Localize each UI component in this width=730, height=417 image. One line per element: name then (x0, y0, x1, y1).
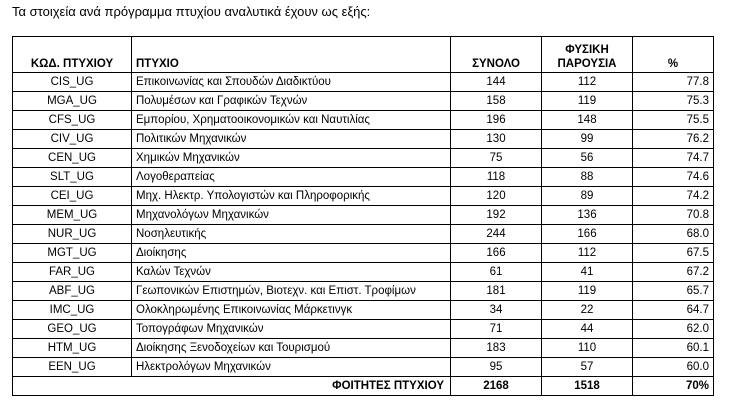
table-row (13, 168, 714, 187)
cell-attendance: 57 (542, 358, 633, 377)
table-row (13, 339, 714, 358)
table-row (13, 130, 714, 149)
cell-total: 34 (451, 301, 542, 320)
cell-total: 144 (451, 73, 542, 92)
cell-attendance: 44 (542, 320, 633, 339)
cell-percent: 74.2 (633, 187, 714, 206)
table-row (13, 206, 714, 225)
cell-code: SLT_UG (13, 168, 132, 187)
cell-degree: Πολυμέσων και Γραφικών Τεχνών (132, 92, 451, 111)
cell-attendance: 110 (542, 339, 633, 358)
cell-percent: 62.0 (633, 320, 714, 339)
table-row (13, 225, 714, 244)
cell-percent: 75.5 (633, 111, 714, 130)
cell-code: ABF_UG (13, 282, 132, 301)
cell-percent: 76.2 (633, 130, 714, 149)
cell-degree: Πολιτικών Μηχανικών (132, 130, 451, 149)
cell-code: CEI_UG (13, 187, 132, 206)
cell-percent: 67.5 (633, 244, 714, 263)
cell-code: CFS_UG (13, 111, 132, 130)
table-row (13, 263, 714, 282)
degree-attendance-table (12, 36, 714, 396)
cell-percent: 65.7 (633, 282, 714, 301)
cell-degree: Καλών Τεχνών (132, 263, 451, 282)
cell-percent: 74.6 (633, 168, 714, 187)
cell-degree: Μηχ. Ηλεκτρ. Υπολογιστών και Πληροφορικής (132, 187, 451, 206)
cell-attendance: 41 (542, 263, 633, 282)
cell-total: 181 (451, 282, 542, 301)
cell-percent: 67.2 (633, 263, 714, 282)
cell-total: 95 (451, 358, 542, 377)
totals-row (13, 377, 714, 396)
cell-attendance: 56 (542, 149, 633, 168)
totals-label: ΦΟΙΤΗΤΕΣ ΠΤΥΧΙΟΥ (13, 377, 451, 396)
totals-attendance: 1518 (542, 377, 633, 396)
cell-attendance: 119 (542, 282, 633, 301)
cell-total: 120 (451, 187, 542, 206)
cell-code: GEO_UG (13, 320, 132, 339)
cell-total: 166 (451, 244, 542, 263)
header-percent: % (633, 37, 714, 73)
cell-total: 244 (451, 225, 542, 244)
totals-percent: 70% (633, 377, 714, 396)
table-row (13, 282, 714, 301)
cell-total: 192 (451, 206, 542, 225)
header-code: ΚΩΔ. ΠΤΥΧΙΟΥ (13, 37, 132, 73)
cell-degree: Εμπορίου, Χρηματοοικονομικών και Ναυτιλίας (132, 111, 451, 130)
cell-degree: Χημικών Μηχανικών (132, 149, 451, 168)
intro-text: Τα στοιχεία ανά πρόγραμμα πτυχίου αναλυτικά έχουν ως εξής: (12, 4, 371, 19)
cell-attendance: 112 (542, 244, 633, 263)
cell-attendance: 119 (542, 92, 633, 111)
table-header-row (13, 37, 714, 73)
cell-total: 71 (451, 320, 542, 339)
cell-code: MGT_UG (13, 244, 132, 263)
cell-code: HTM_UG (13, 339, 132, 358)
table-row (13, 111, 714, 130)
cell-code: CEN_UG (13, 149, 132, 168)
cell-code: MGA_UG (13, 92, 132, 111)
table-row (13, 244, 714, 263)
table-row (13, 149, 714, 168)
header-degree: ΠΤΥΧΙΟ (132, 37, 451, 73)
cell-code: CIS_UG (13, 73, 132, 92)
totals-total: 2168 (451, 377, 542, 396)
cell-percent: 60.1 (633, 339, 714, 358)
cell-percent: 64.7 (633, 301, 714, 320)
cell-total: 75 (451, 149, 542, 168)
header-attendance: ΦΥΣΙΚΗ ΠΑΡΟΥΣΙΑ (542, 37, 633, 73)
cell-degree: Διοίκησης Ξενοδοχείων και Τουρισμού (132, 339, 451, 358)
table-row (13, 320, 714, 339)
cell-code: EEN_UG (13, 358, 132, 377)
cell-code: NUR_UG (13, 225, 132, 244)
table-row (13, 301, 714, 320)
cell-code: FAR_UG (13, 263, 132, 282)
cell-percent: 77.8 (633, 73, 714, 92)
table-row (13, 358, 714, 377)
cell-degree: Νοσηλευτικής (132, 225, 451, 244)
cell-percent: 68.0 (633, 225, 714, 244)
cell-total: 61 (451, 263, 542, 282)
cell-degree: Γεωπονικών Επιστημών, Βιοτεχν. και Επιστ. Τροφίμων (132, 282, 451, 301)
cell-degree: Επικοινωνίας και Σπουδών Διαδικτύου (132, 73, 451, 92)
cell-total: 118 (451, 168, 542, 187)
cell-code: MEM_UG (13, 206, 132, 225)
table-row (13, 187, 714, 206)
cell-percent: 75.3 (633, 92, 714, 111)
table-row (13, 92, 714, 111)
cell-total: 183 (451, 339, 542, 358)
cell-attendance: 136 (542, 206, 633, 225)
cell-attendance: 148 (542, 111, 633, 130)
cell-degree: Ηλεκτρολόγων Μηχανικών (132, 358, 451, 377)
table-body (13, 73, 714, 396)
cell-total: 130 (451, 130, 542, 149)
cell-degree: Διοίκησης (132, 244, 451, 263)
cell-attendance: 88 (542, 168, 633, 187)
cell-degree: Τοπογράφων Μηχανικών (132, 320, 451, 339)
cell-attendance: 99 (542, 130, 633, 149)
cell-percent: 74.7 (633, 149, 714, 168)
cell-degree: Ολοκληρωμένης Επικοινωνίας Μάρκετινγκ (132, 301, 451, 320)
cell-degree: Μηχανολόγων Μηχανικών (132, 206, 451, 225)
table-row (13, 73, 714, 92)
cell-total: 196 (451, 111, 542, 130)
cell-code: IMC_UG (13, 301, 132, 320)
cell-percent: 70.8 (633, 206, 714, 225)
cell-attendance: 22 (542, 301, 633, 320)
cell-attendance: 112 (542, 73, 633, 92)
cell-total: 158 (451, 92, 542, 111)
cell-attendance: 166 (542, 225, 633, 244)
cell-code: CIV_UG (13, 130, 132, 149)
cell-percent: 60.0 (633, 358, 714, 377)
cell-degree: Λογοθεραπείας (132, 168, 451, 187)
header-total: ΣΥΝΟΛΟ (451, 37, 542, 73)
cell-attendance: 89 (542, 187, 633, 206)
